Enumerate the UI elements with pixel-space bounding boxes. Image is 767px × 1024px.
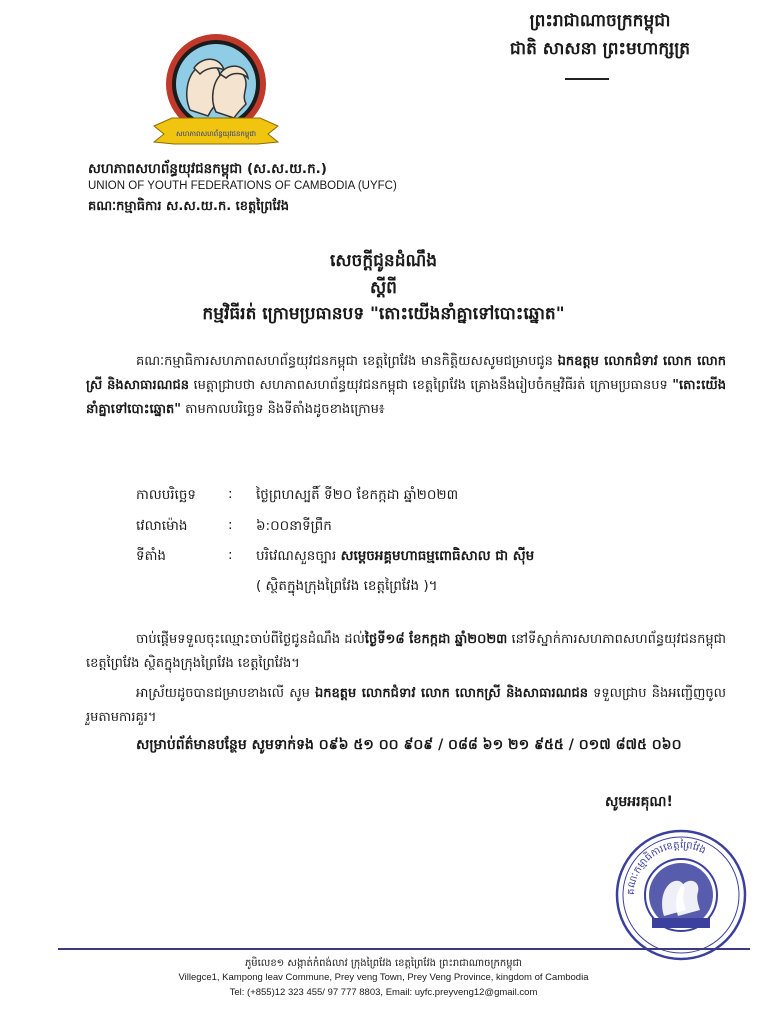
invitation-text-2: ទទួលជ្រាប និងអញ្ជើញចូលរួមតាមការគួរ។ bbox=[86, 686, 726, 725]
contact-info: សម្រាប់ព័ត៌មានបន្ថែម សូមទាក់ទង ០៩៦ ៥១ ០០ ៩០៩ / ០៨៨ ៦១ ២១ ៩៥៥ / ០១៧ ៨៧៥ ០៦០ bbox=[136, 737, 682, 753]
registration-paragraph bbox=[86, 628, 726, 676]
invitation-paragraph bbox=[86, 682, 726, 730]
provincial-committee: គណៈកម្មាធិការ ស.ស.យ.ក. ខេត្តព្រៃវែង bbox=[88, 199, 290, 214]
seal-ring-text: គណៈកម្មាធិការខេត្តព្រៃវែង bbox=[625, 839, 708, 896]
footer-contact: Tel: (+855)12 323 455/ 97 777 8803, Email: uyfc.preyveng12@gmail.com bbox=[229, 987, 538, 998]
registration-deadline: ថ្ងៃទី១៨ ខែកក្កដា ឆ្នាំ២០២៣ bbox=[364, 632, 508, 647]
national-motto: ជាតិ សាសនា ព្រះមហាក្សត្រ bbox=[509, 39, 691, 59]
detail-value bbox=[256, 547, 534, 567]
detail-value: ( ស្ថិតក្នុងក្រុងព្រៃវែង ខេត្តព្រៃវែង )។ bbox=[256, 578, 438, 594]
intro-paragraph bbox=[86, 350, 726, 422]
invitation-addressees: ឯកឧត្តម លោកជំទាវ លោក លោកស្រី និងសាធារណជន bbox=[314, 686, 589, 701]
detail-colon: : bbox=[228, 517, 233, 533]
youth-faces-logo-icon bbox=[150, 30, 282, 158]
organization-name-english: UNION OF YOUTH FEDERATIONS OF CAMBODIA (UYFC) bbox=[88, 180, 397, 192]
intro-addressees: ឯកឧត្តម លោកជំទាវ លោក លោកស្រី និងសាធារណជន bbox=[86, 354, 726, 393]
detail-label: ទីតាំង bbox=[136, 548, 166, 564]
location-name: សម្ដេចអគ្គមហាធម្មពោធិសាល ជា ស៊ីម bbox=[340, 548, 535, 564]
kingdom-title: ព្រះរាជាណាចក្រកម្ពុជា bbox=[529, 11, 671, 31]
motto-divider bbox=[565, 78, 609, 80]
official-seal-stamp-icon bbox=[612, 826, 750, 964]
footer-divider bbox=[58, 948, 750, 950]
detail-label: វេលាម៉ោង bbox=[136, 518, 188, 534]
notice-subject: កម្មវិធីរត់ ក្រោមប្រធានបទ "តោះយើងនាំគ្នាទៅបោះឆ្នោត" bbox=[202, 304, 565, 324]
detail-colon: : bbox=[228, 486, 233, 502]
notice-subject-label: ស្ដីពី bbox=[370, 278, 397, 298]
detail-colon: : bbox=[228, 547, 233, 563]
closing-thanks: សូមអរគុណ! bbox=[605, 794, 673, 810]
invitation-text: អាស្រ័យដូចបានជម្រាបខាងលើ សូម bbox=[136, 686, 315, 701]
intro-theme: "តោះយើងនាំគ្នាទៅបោះឆ្នោត" bbox=[86, 378, 726, 417]
location-prefix: បរិវេណសួនច្បារ bbox=[256, 548, 341, 564]
detail-label: កាលបរិច្ឆេទ bbox=[136, 487, 196, 503]
intro-text-2: មេត្តាជ្រាបថា សហភាពសហព័ន្ធយុវជនកម្ពុជា ខេត្តព្រៃវែង គ្រោងនឹងរៀបចំកម្មវិធីរត់ ក្រោមប្រធានបទ bbox=[189, 378, 673, 393]
notice-title: សេចក្ដីជូនដំណឹង bbox=[329, 251, 438, 271]
organization-name-khmer: សហភាពសហព័ន្ធយុវជនកម្ពុជា (ស.ស.យ.ក.) bbox=[88, 161, 327, 177]
logo-banner-text: សហភាពសហព័ន្ធយុវជនកម្ពុជា bbox=[176, 130, 256, 138]
intro-text-3: តាមកាលបរិច្ឆេទ និងទីតាំងដូចខាងក្រោម៖ bbox=[181, 402, 385, 417]
intro-text: គណៈកម្មាធិការសហភាពសហព័ន្ធយុវជនកម្ពុជា ខេត្តព្រៃវែង មានកិត្តិយសសូមជម្រាបជូន bbox=[136, 354, 558, 369]
footer-address-khmer: ភូមិលេខ១ សង្កាត់កំពង់លាវ ក្រុងព្រៃវែង ខេត្តព្រៃវែង ព្រះរាជាណាចក្រកម្ពុជា bbox=[244, 958, 523, 969]
detail-value: ថ្ងៃព្រហស្បតិ៍ ទី២០ ខែកក្កដា ឆ្នាំ២០២៣ bbox=[256, 487, 459, 503]
detail-value: ៦:០០នាទីព្រឹក bbox=[256, 518, 332, 534]
footer-address-english: Villegce1, Kampong leav Commune, Prey veng Town, Prey Veng Province, kingdom of Cambodia bbox=[178, 972, 589, 983]
registration-text-2: នៅទីស្នាក់ការសហភាពសហព័ន្ធយុវជនកម្ពុជា ខេត្តព្រៃវែង ស្ថិតក្នុងក្រុងព្រៃវែង ខេត្តព្រៃវែង។ bbox=[86, 632, 727, 671]
registration-text: ចាប់ផ្ដើមទទួលចុះឈ្មោះចាប់ពីថ្ងៃជូនដំណឹង ដល់ bbox=[136, 632, 365, 647]
